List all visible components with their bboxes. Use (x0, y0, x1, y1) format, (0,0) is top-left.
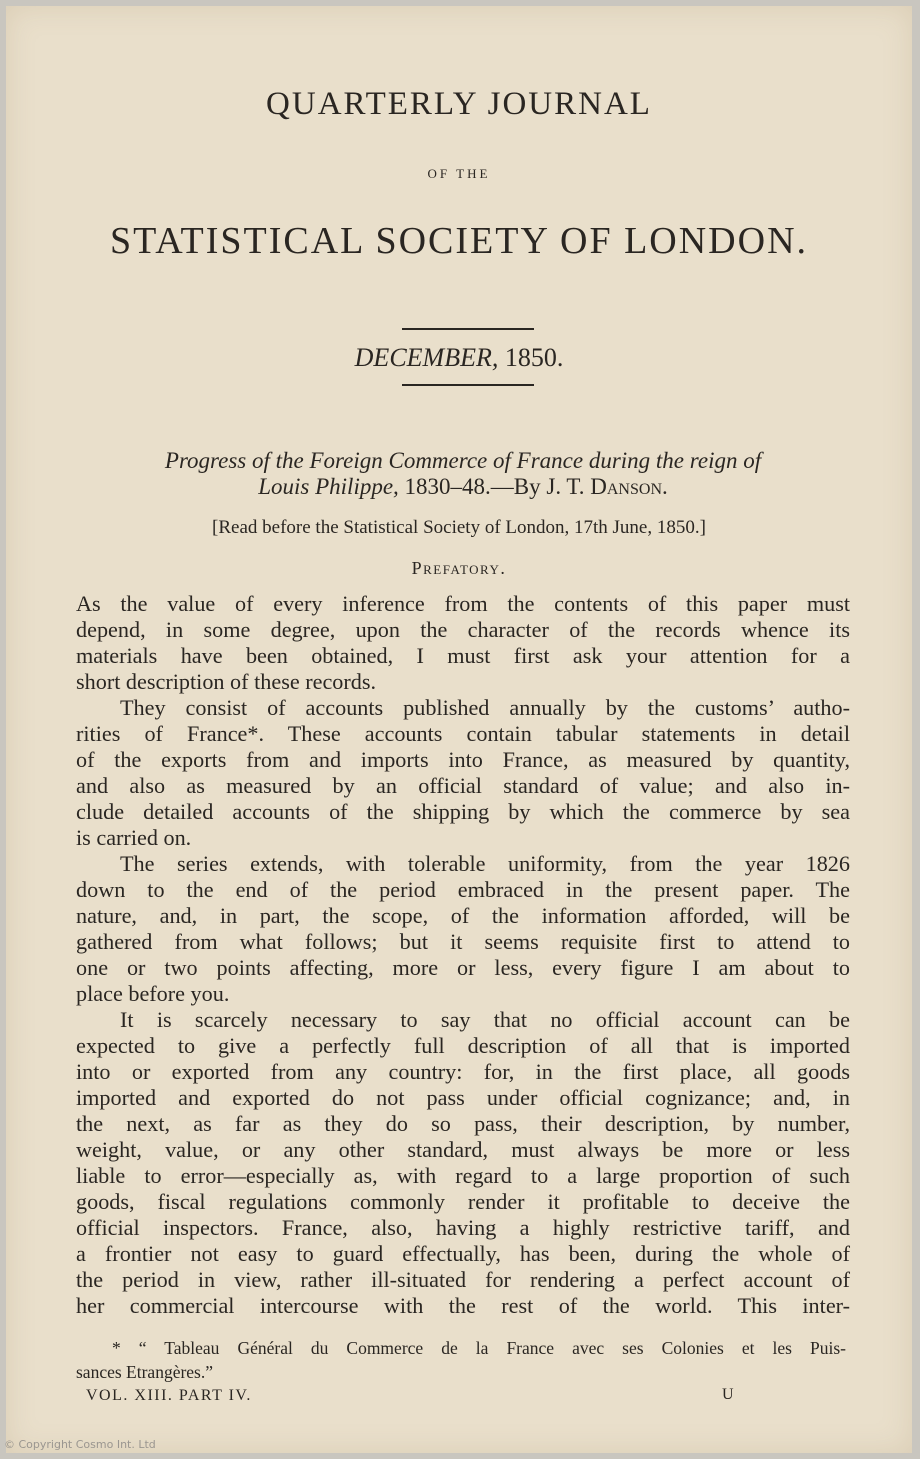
body-line: It is scarcely necessary to say that no official account can be (120, 1007, 850, 1032)
body-line: depend, in some degree, upon the character of the records whence its (76, 617, 850, 642)
body-line: official inspectors. France, also, having a highly restrictive tariff, and (76, 1215, 850, 1240)
body-line: As the value of every inference from the contents of this paper must (76, 591, 850, 616)
issue-date (6, 343, 912, 373)
body-line: nature, and, in part, the scope, of the information afforded, will be (76, 903, 850, 928)
body-line: her commercial intercourse with the rest of the world. This inter- (76, 1293, 850, 1318)
volume-label: VOL. XIII. PART IV. (86, 1387, 252, 1404)
issue-year: 1850. (504, 343, 564, 372)
body-line: one or two points affecting, more or less, every figure I am about to (76, 955, 850, 980)
body-line: The series extends, with tolerable uniformity, from the year 1826 (120, 851, 850, 876)
body-line: into or exported from any country: for, in the first place, all goods (76, 1059, 850, 1084)
bottom-rule-divider (402, 384, 534, 386)
body-line: the next, as far as they do so pass, their description, by number, (76, 1111, 850, 1136)
body-line: goods, fiscal regulations commonly render it profitable to deceive the (76, 1189, 850, 1214)
body-line: short description of these records. (76, 669, 377, 694)
of-the-label: OF THE (427, 166, 491, 181)
footnote (76, 1336, 846, 1384)
read-note: [Read before the Statistical Society of London, 17th June, 1850.] (212, 517, 706, 538)
body-line: clude detailed accounts of the shipping by which the commerce by sea (76, 799, 850, 824)
body-line: down to the end of the period embraced in the present paper. The (76, 877, 850, 902)
body-line: the period in view, rather ill-situated for rendering a perfect account of (76, 1267, 850, 1292)
section-heading: Prefatory. (411, 558, 507, 578)
body-line: expected to give a perfectly full description of all that is imported (76, 1033, 850, 1058)
body-line: weight, value, or any other standard, must always be more or less (76, 1137, 850, 1162)
body-line: a frontier not easy to guard effectually, has been, during the whole of (76, 1241, 850, 1266)
article-title-rest: 1830–48.—By J. T. (398, 474, 591, 499)
top-rule-divider (402, 328, 534, 330)
article-title-line1: Progress of the Foreign Commerce of France during the reign of (164, 448, 762, 473)
body-line: is carried on. (76, 825, 192, 850)
body-line: liable to error—especially as, with regard to a large proportion of such (76, 1163, 850, 1188)
society-title: STATISTICAL SOCIETY OF LONDON. (109, 220, 809, 262)
body-line: materials have been obtained, I must first ask your attention for a (76, 643, 850, 668)
article-body (76, 591, 850, 1319)
journal-page (6, 6, 912, 1453)
body-line: gathered from what follows; but it seems requisite first to attend to (76, 929, 850, 954)
footnote-line: * “ Tableau Général du Commerce de la France avec ses Colonies et les Puis- (112, 1338, 846, 1358)
article-title-italic: Louis Philippe, (258, 474, 399, 499)
body-line: imported and exported do not pass under official cognizance; and, in (76, 1085, 850, 1110)
article-title (74, 448, 852, 500)
signature-mark: U (722, 1386, 734, 1403)
body-line: rities of France*. These accounts contain tabular statements in detail (76, 721, 850, 746)
article-author: Danson. (590, 474, 668, 499)
footnote-line: sances Etrangères.” (76, 1362, 214, 1382)
journal-title: QUARTERLY JOURNAL (266, 86, 652, 122)
copyright-watermark: © Copyright Cosmo Int. Ltd (4, 1438, 156, 1451)
body-line: and also as measured by an official standard of value; and also in- (76, 773, 850, 798)
issue-month: DECEMBER, (354, 343, 499, 372)
body-line: They consist of accounts published annually by the customs’ autho- (120, 695, 850, 720)
body-line: place before you. (76, 981, 230, 1006)
body-line: of the exports from and imports into France, as measured by quantity, (76, 747, 850, 772)
